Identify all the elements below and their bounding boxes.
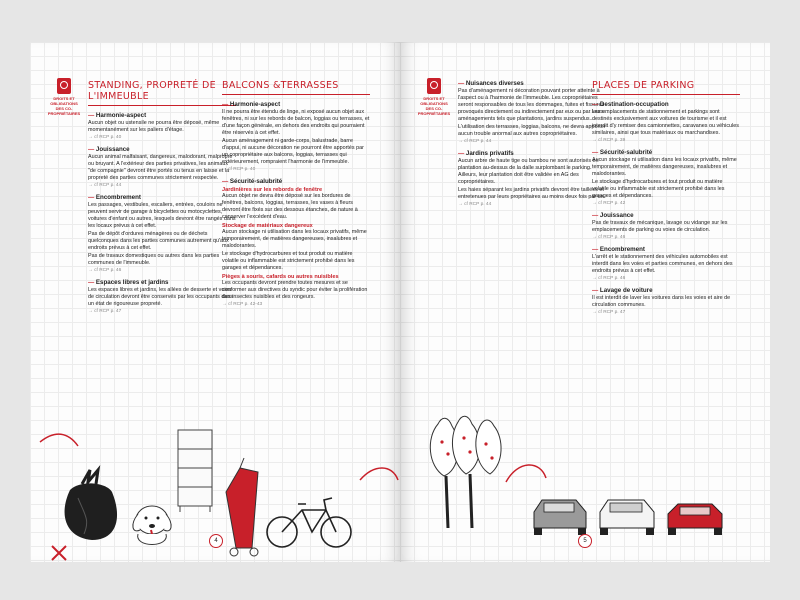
- section-title: — Lavage de voiture: [592, 287, 740, 294]
- paragraph: Aucun aménagement ni garde-corps, balustrade, barre d'appui, ni aucune décoration ne pourront être apportés par un copropriétaire aux balcons, loggias, terrasses qui extérieurement, rompraient l'harmonie de l'immeuble.: [222, 138, 364, 165]
- sub-title: Jardinières sur les rebords de fenêtre: [222, 187, 323, 193]
- trash-bag-icon: [65, 470, 117, 540]
- section-title: — Destination-occupation: [592, 101, 740, 108]
- shelf-icon: [178, 430, 212, 512]
- paragraph: Il est interdit de laver les voitures dans les voies et aire de circulation communes.: [592, 295, 731, 308]
- column-title: STANDING, PROPRETÉ DE L'IMMEUBLE: [88, 80, 236, 106]
- paragraph: Les emplacements de stationnement et parkings sont destinés exclusivement aux voitures de tourisme et il est interdit d'y remiser des camionnettes, caravanes ou véhicules similaires, ainsi que tous matériaux ou marchandises.: [592, 109, 739, 136]
- paragraph: Les occupants devront prendre toutes mesures et se conformer aux directives du syndic pour éviter la prolifération des insectes nuisibles et des rongeurs.: [222, 280, 368, 300]
- sub-title: Pièges à souris, cafards ou autres nuisibles: [222, 274, 339, 280]
- section: [592, 246, 740, 281]
- reference: → cf RCP p. 46: [88, 268, 236, 273]
- section: [222, 178, 370, 307]
- car-icon: [600, 500, 654, 535]
- paragraph: Les haies séparant les jardins privatifs devront être taillées et entretenues par leurs propriétaires au moins deux fois par an.: [458, 187, 606, 200]
- reference: → cf RCP p. 39: [592, 138, 740, 143]
- section-title: — Harmonie-aspect: [222, 101, 370, 108]
- badge-line-2: OBLIGATIONS: [50, 101, 78, 106]
- reference: → cf RCP p. 40: [222, 167, 370, 172]
- reference: → cf RCP p. 44: [88, 183, 236, 188]
- column-balcons: [222, 80, 370, 313]
- section-title: — Jouissance: [592, 212, 740, 219]
- badge-line-1: DROITS ET: [53, 96, 75, 101]
- paragraph: Il ne pourra être étendu de linge, ni exposé aucun objet aux fenêtres, ni sur les rebords de balcon, loggias ou terrasses, et d'une façon générale, en dehors des endroits qui pourraient être réservés à cet effet.: [222, 109, 370, 136]
- left-page: [30, 42, 400, 562]
- paragraph: L'arrêt et le stationnement des véhicules automobiles est interdit dans les voies et parties communes, en dehors des endroits prévus à cet effet.: [592, 254, 733, 274]
- sub-title: Stockage de matériaux dangereux: [222, 223, 313, 229]
- red-swirl-decoration: [506, 465, 546, 482]
- badge-line-4: PROPRIÉTAIRES: [417, 111, 451, 116]
- booklet-spread: [30, 42, 770, 562]
- reference: → cf RCP p. 40: [88, 135, 236, 140]
- cross-mark-icon: [52, 546, 66, 560]
- section-title: — Sécurité-salubrité: [592, 149, 740, 156]
- paragraph: Pas de travaux de mécanique, lavage ou vidange sur les emplacements de parking ou voies de circulation.: [592, 220, 728, 233]
- reference: → cf RCP p. 44: [458, 202, 606, 207]
- car-icon: [668, 504, 722, 535]
- section: [222, 101, 370, 172]
- column-parking: [592, 80, 740, 321]
- bicycle-icon: [267, 498, 351, 547]
- paragraph: Aucun objet ne devra être déposé sur les bordures de fenêtres, balcons, loggias, terrasses, les vases à fleurs devront être fixés sur des dessous étanches, de nature à conserver l'excédent d'eau.: [222, 193, 358, 220]
- paragraph: Aucun objet ou ustensile ne pourra être déposé, même momentanément sur les paliers d'étage.: [88, 120, 220, 133]
- reference: → cf RCP p. 47: [592, 310, 740, 315]
- reference: → cf RCP p. 46: [592, 235, 740, 240]
- paragraph: Aucun stockage ni utilisation dans les locaux privatifs, même temporairement, de matières dangereuses, insalubres et malodorantes.: [222, 229, 367, 249]
- page-number: 4: [209, 534, 223, 548]
- book-icon: [57, 78, 71, 94]
- section: [592, 101, 740, 143]
- reference: → cf RCP p. 42: [592, 201, 740, 206]
- section-title: — Encombrement: [88, 194, 236, 201]
- section: [592, 287, 740, 315]
- paragraph: Aucun arbre de haute tige ou bambou ne sont autorisés en plantation au-dessus de la dalle surplombant le parking. Ailleurs, leur plantation doit être validée en AG des copropriétaires.: [458, 158, 599, 185]
- paragraph: Pas d'aménagement ni décoration pouvant porter atteinte à l'aspect ou à l'harmonie de l'immeuble. Les copropriétaires seront responsables de tous les dommages, fuites et fissures provoqués directement ou indirectement par eux ou par leurs aménagements tels que plantations, jardins suspendus...: [458, 88, 605, 122]
- red-swirl-decoration: [40, 434, 78, 446]
- paragraph: Pas de dépôt d'ordures ménagères ou de déchets quelconques dans les parties communes autrement qu'aux endroits prévus à cet effet.: [88, 231, 229, 251]
- car-icon: [534, 500, 586, 535]
- page-number: 5: [578, 534, 592, 548]
- paragraph: Le stockage d'hydrocarbures et tout produit ou matière volatile ou inflammable est strictement prohibé dans les garages et dépendances.: [592, 179, 725, 199]
- rights-badge: [414, 78, 454, 116]
- section: [88, 146, 236, 188]
- red-swirl-decoration: [360, 468, 398, 480]
- section-title: — Jardins privatifs: [458, 150, 606, 157]
- section: [88, 279, 236, 314]
- section: [592, 212, 740, 240]
- section-title: — Encombrement: [592, 246, 740, 253]
- section-title: — Jouissance: [88, 146, 236, 153]
- book-icon: [427, 78, 441, 94]
- paragraph: Aucun animal malfaisant, dangereux, malodorant, malpropre ou bruyant. A l'extérieur des parties privatives, les animaux "de compagnie" devront être portés ou tenus en laisse et la propreté des parties communes strictement respectée.: [88, 154, 233, 181]
- reference: → cf RCP p. 46: [592, 276, 740, 281]
- section: [88, 112, 236, 140]
- paragraph: L'utilisation des terrasses, loggias, balcons, ne devra apporter aucun trouble anormal aux autres copropriétaires.: [458, 124, 606, 137]
- section-title: — Harmonie-aspect: [88, 112, 236, 119]
- reference: → cf RCP p. 47: [88, 309, 236, 314]
- rights-badge: [44, 78, 84, 116]
- section: [458, 80, 606, 144]
- section: [88, 194, 236, 273]
- paragraph: Pas de travaux domestiques ou autres dans les parties communes de l'immeuble.: [88, 253, 220, 266]
- badge-line-4: PROPRIÉTAIRES: [47, 111, 81, 116]
- column-nuisances: [458, 80, 606, 213]
- right-page: [400, 42, 770, 562]
- badge-line-3: DES CO-: [55, 106, 73, 111]
- stroller-icon: [226, 458, 258, 556]
- badge-line-1: DROITS ET: [423, 96, 445, 101]
- section-title: — Espaces libres et jardins: [88, 279, 236, 286]
- column-title: BALCONS &TERRASSES: [222, 80, 370, 95]
- reference: → cf RCP p. 42-43: [222, 302, 370, 307]
- trees-icon: [430, 416, 501, 528]
- badge-line-3: DES CO-: [425, 106, 443, 111]
- badge-line-2: OBLIGATIONS: [420, 101, 448, 106]
- section-title: — Sécurité-salubrité: [222, 178, 370, 185]
- paragraph: Aucun stockage ni utilisation dans les locaux privatifs, même temporairement, de matières dangereuses, insalubres et malodorantes.: [592, 157, 737, 177]
- section: [458, 150, 606, 207]
- paragraph: Les passages, vestibules, escaliers, entrées, couloirs ne peuvent servir de garage à bicyclettes ou motocyclettes, voitures d'enfant ou autres, lesquels devront être rangés dans les locaux prévus à cet effet.: [88, 202, 236, 229]
- paragraph: Les espaces libres et jardins, les allées de desserte et voies de circulation devront être conservés par les occupants dans un état de rigoureuse propreté.: [88, 287, 234, 307]
- paragraph: Le stockage d'hydrocarbures et tout produit ou matière volatile ou inflammable est strictement prohibé dans les garages et dépendances.: [222, 251, 355, 271]
- column-title: PLACES DE PARKING: [592, 80, 740, 95]
- section: [592, 149, 740, 206]
- reference: → cf RCP p. 44: [458, 139, 606, 144]
- column-standing: [88, 80, 236, 320]
- dog-icon: [133, 506, 171, 545]
- section-title: — Nuisances diverses: [458, 80, 606, 87]
